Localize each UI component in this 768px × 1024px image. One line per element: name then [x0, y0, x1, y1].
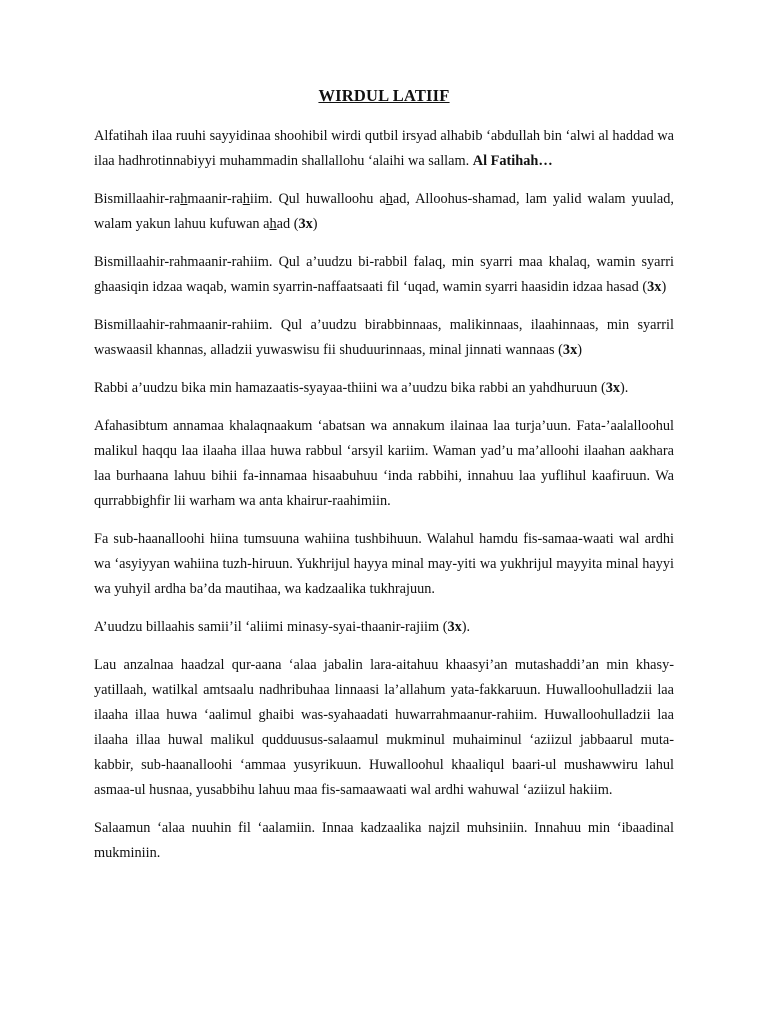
paren-open: (	[293, 216, 299, 232]
al-fatihah-label: Al Fatihah…	[472, 153, 553, 169]
paragraph-text: Alfatihah ilaa ruuhi sayyidinaa shoohibil wirdi qutbil irsyad alhabib ‘abdullah bin ‘alwi al haddad wa ilaa hadhrotinnabiyyi muhammadin shallallohu ‘alaihi wa sallam.	[94, 128, 674, 169]
underlined-letter: h	[242, 191, 250, 207]
repeat-count: 3x	[605, 380, 621, 396]
underlined-letter: h	[385, 191, 393, 207]
paren-close: ).	[461, 619, 471, 635]
paragraph-text: Lau anzalnaa haadzal qur-aana ‘alaa jabalin lara-aitahuu khaasyi’an mutashaddi’an min khasy-yatillaah, watilkal amtsaalu nadhribuhaa linnaasi la’allahum yata-fakkaruun. Huwalloohulladzii laa ilaaha illaa huwa ‘aalimul ghaibi was-syahaadati huwarrahmaanur-rahiim. Huwalloohulladzii laa ilaaha illaa huwal malikul qudduusus-salaamul mukminul muhaiminul ‘aziizul jabbaarul muta-kabbir, sub-haanalloohi ‘ammaa yusyrikuun. Huwalloohul khaaliqul baari-ul mushawwiru lahul asmaa-ul husnaa, yusabbihu lahuu maa fis-samaawaati wal ardhi wahuwal ‘aziizul hakiim.	[94, 657, 674, 798]
paragraph-al-falaq	[94, 250, 674, 300]
paragraph-text: ad	[276, 216, 291, 232]
paragraph-text: Rabbi a’uudzu bika min hamazaatis-syayaa-thiini wa a’uudzu bika rabbi an yahdhuruun	[94, 380, 598, 396]
underlined-letter: h	[269, 216, 277, 232]
paragraph-lau-anzalnaa	[94, 653, 674, 803]
paragraph-text: Bismillaahir-ra	[94, 191, 181, 207]
paragraph-text: A’uudzu billaahis samii’il ‘aliimi minasy-syai-thaanir-rajiim	[94, 619, 440, 635]
paragraph-text: iim. Qul huwalloohu a	[249, 191, 386, 207]
paragraph-text: Fa sub-haanalloohi hiina tumsuuna wahiina tushbihuun. Walahul hamdu fis-samaa-waati wal ardhi wa ‘asyiyyan wahiina tuzh-hiruun. Yukhrijul hayya minal may-yiti wa yukhrijul mayyita minal hayyi wa yuhyil ardha ba’da mautihaa, wa kadzaalika tukhrajuun.	[94, 531, 674, 597]
paren-close: ).	[620, 380, 629, 396]
paragraph-alfatihah	[94, 124, 674, 174]
paren-open: (	[642, 279, 648, 295]
document-title: WIRDUL LATIIF	[318, 86, 450, 105]
paren-open: (	[600, 380, 606, 396]
paren-close: )	[312, 216, 318, 232]
paragraph-fa-subhaanallohi	[94, 527, 674, 602]
document-body	[94, 124, 674, 879]
paragraph-text: ad, Alloohus-shamad, lam yalid walam yuulad, walam yakun lahuu kufuwan a	[94, 191, 674, 232]
paren-close: )	[577, 342, 582, 358]
paren-close: )	[661, 279, 667, 295]
paragraph-text: maanir-ra	[187, 191, 243, 207]
repeat-count: 3x	[647, 279, 662, 295]
paragraph-al-ikhlas	[94, 187, 674, 237]
repeat-count: 3x	[447, 619, 462, 635]
paren-open: (	[558, 342, 563, 358]
paren-open: (	[442, 619, 448, 635]
paragraph-text: Bismillaahir-rahmaanir-rahiim. Qul a’uudzu bi-rabbil falaq, min syarri maa khalaq, wamin syarri ghaasiqin idzaa waqab, wamin syarrin-naffaatsaati fil ‘uqad, wamin syarri haasidin idzaa hasad	[94, 254, 674, 295]
repeat-count: 3x	[562, 342, 578, 358]
paragraph-text: Salaamun ‘alaa nuuhin fil ‘aalamiin. Innaa kadzaalika najzil muhsiniin. Innahuu min ‘ibaadinal mukminiin.	[94, 820, 674, 861]
paragraph-auudzu-billaahis	[94, 615, 674, 640]
repeat-count: 3x	[298, 216, 313, 232]
underlined-letter: h	[180, 191, 188, 207]
paragraph-an-naas	[94, 313, 674, 363]
paragraph-afahasibtum	[94, 414, 674, 514]
paragraph-text: Bismillaahir-rahmaanir-rahiim. Qul a’uudzu birabbinnaas, malikinnaas, ilaahinnaas, min syarril waswaasil khannas, alladzii yuwaswisu fii shuduurinnaas, minal jinnati wannaas	[94, 317, 674, 358]
paragraph-text: Afahasibtum annamaa khalaqnaakum ‘abatsan wa annakum ilainaa laa turja’uun. Fata-’aalalloohul malikul haqqu laa ilaaha illaa huwa rabbul ‘arsyil kariim. Waman yad’u ma’alloohi ilaahan aakhara laa burhaana lahuu bihii fa-innamaa hisaabuhuu ‘inda rabbihi, innahuu laa yuflihul kaafiruun. Wa qurrabbighfir lii warham wa anta khairur-raahimiin.	[94, 418, 674, 509]
paragraph-rabbi-auudzu	[94, 376, 674, 401]
paragraph-salaamun	[94, 816, 674, 866]
